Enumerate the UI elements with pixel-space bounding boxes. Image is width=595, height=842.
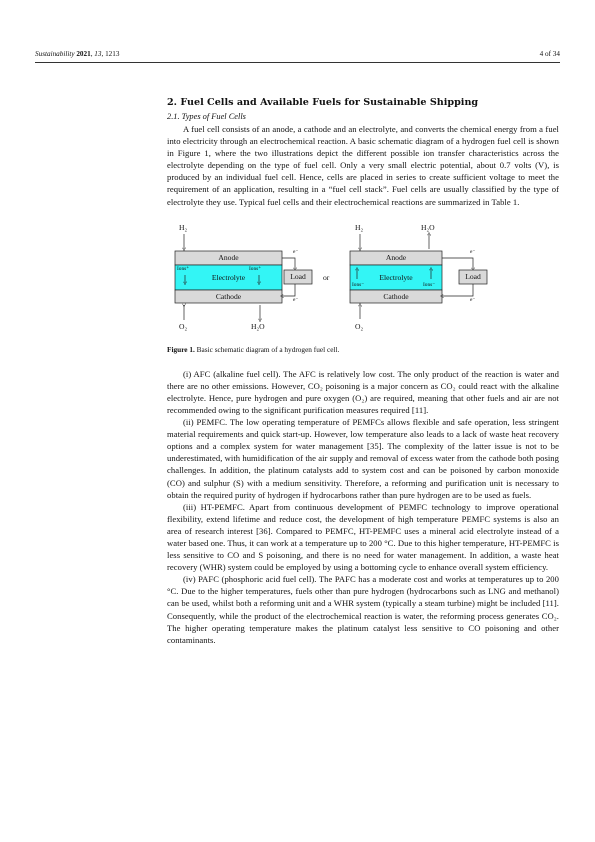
- e-label-right-top: e⁻: [470, 248, 476, 255]
- wire-bottom-left: [282, 284, 295, 296]
- h2-label-right: H₂: [355, 222, 364, 232]
- wire-bottom-right: [442, 284, 473, 296]
- paragraph-ht-pemfc: (iii) HT-PEMFC. Apart from continuous development of PEMFC technology to improve operational flexibility, extend lifetime and reduce cost, the development of high temperature PEMFC systems is also an area of research interest [36]. Compared to PEMFC, HT-PEMFC uses a mineral acid electrolyte instead of a water based one. Thus, it can work at a temperature up to 200 °C. Due to this higher temperature, HT-PEMFC is less sensitive to CO and S poisoning, and there is no need for water management. In addition, a waste heat recovery (WHR) system could be employed by using a bottoming cycle to enhance overall system efficiency.: [167, 501, 559, 573]
- subsection-title: 2.1. Types of Fuel Cells: [167, 112, 246, 121]
- figure-caption: [167, 345, 559, 354]
- ions-label-right-2: Ions⁻: [423, 281, 436, 288]
- journal-citation: Sustainability 2021, 13, 1213: [35, 50, 120, 58]
- h2-label-left: H₂: [179, 222, 188, 232]
- o2-label-right: O₂: [355, 321, 364, 331]
- ions-label-right-1: Ions⁻: [352, 281, 365, 288]
- page-number: 4 of 34: [539, 50, 560, 58]
- h2o-label-right: H₂O: [421, 222, 435, 232]
- cathode-label-left: Cathode: [215, 291, 242, 301]
- anode-label-right: Anode: [385, 253, 407, 263]
- e-label-right-bottom: e⁻: [470, 296, 476, 303]
- electrolyte-label-left: Electrolyte: [211, 272, 246, 282]
- running-header: [35, 50, 560, 58]
- electrolyte-label-right: Electrolyte: [379, 272, 413, 282]
- e-label-left-bottom: e⁻: [293, 296, 299, 303]
- paragraph-afc: (i) AFC (alkaline fuel cell). The AFC is relatively low cost. The only product of the reaction is water and there are no other emissions. However, CO₂ poisoning is a major concern as CO₂ could react with the alkaline electrolyte. Hence, pure hydrogen and pure oxygen (O₂) are required, meaning that other fuels and air are not recommended owing to the significant purification measures required [11].: [167, 368, 559, 415]
- o2-label-left: O₂: [179, 321, 188, 331]
- caption-label: Figure 1.: [167, 344, 195, 354]
- main-content: [167, 97, 559, 646]
- figure-1: [167, 221, 559, 343]
- section-title: 2. Fuel Cells and Available Fuels for Sustainable Shipping: [167, 97, 479, 108]
- paragraph-pafc: (iv) PAFC (phosphoric acid fuel cell). The PAFC has a moderate cost and works at temperatures up to 200 °C. Due to the higher temperatures, fuels other than pure hydrogen (hydrocarbons such as LNG and methanol) can be used, whilst both a reforming unit and a WHR system (typically a steam turbine) might be included [11]. Consequently, while the product of the electrochemical reaction is water, the reforming process generates CO₂. The higher operating temperature makes the platinum catalyst less sensitive to CO poisoning and other contaminants.: [167, 574, 559, 645]
- load-label-right: Load: [465, 272, 481, 282]
- cathode-label-right: Cathode: [383, 291, 409, 301]
- h2o-label-left: H₂O: [251, 321, 265, 331]
- ions-label-left-1: Ions⁺: [177, 265, 190, 272]
- wire-top-left: [282, 258, 295, 269]
- caption-text: Basic schematic diagram of a hydrogen fuel cell.: [194, 344, 340, 354]
- anode-label-left: Anode: [218, 253, 239, 263]
- e-label-left-top: e⁻: [293, 248, 299, 255]
- wire-top-right: [442, 258, 473, 269]
- or-label: or: [323, 272, 330, 282]
- ions-label-left-2: Ions⁺: [249, 265, 262, 272]
- paragraph-pemfc: (ii) PEMFC. The low operating temperature of PEMFCs allows flexible and safe operation, less stringent material requirements and quick start-up. However, low temperature also leads to a lack of waste heat recovery options and a complex system for water management [35]. The complexity of the latter issue is not to be underestimated, with humidification of the air supply and removal of excess water from the cathode both posing challenges. In addition, the platinum catalysts add to system cost and can be poisoned by carbon monoxide (CO) and sulphur (S) with a medium sensitivity. Therefore, a reforming and purification unit is necessary to obtain the required purity of hydrogen if hydrocarbons rather than pure hydrogen are to be used as fuels.: [167, 417, 559, 500]
- load-label-left: Load: [290, 272, 306, 282]
- header-rule: [35, 62, 560, 63]
- paragraph-intro: A fuel cell consists of an anode, a cathode and an electrolyte, and converts the chemical energy from a fuel into electricity through an electrochemical reaction. A basic schematic diagram of a hydrogen fuel cell is shown in Figure 1, where the two illustrations depict the different possible ion transfer characteristics across the electrolyte depending on the type of fuel cell. Only a very small electric potential, about 0.7 volts (V), is produced by an individual fuel cell. Hence, cells are placed in series to create sufficient voltage to meet the requirement of an application, resulting in a “fuel cell stack”. Fuel cells are usually classified by the type of electrolyte they use. Typical fuel cells and their electrochemical reactions are summarized in Table 1.: [167, 124, 559, 207]
